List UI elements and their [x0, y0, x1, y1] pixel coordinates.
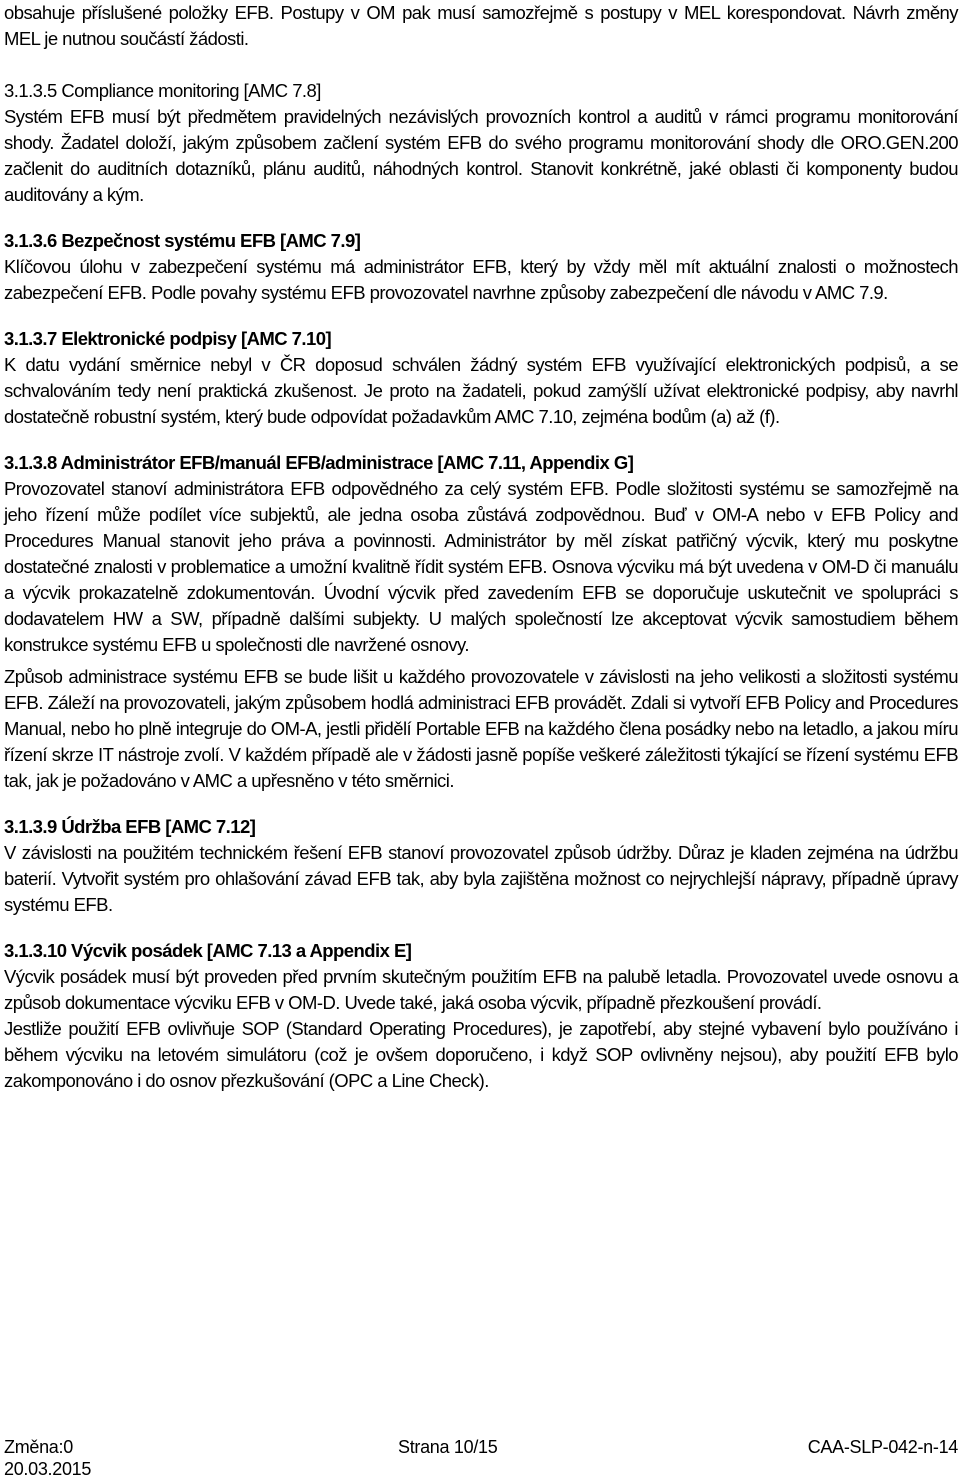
section-paragraph: Klíčovou úlohu v zabezpečení systému má administrátor EFB, který by vždy měl mít aktuální znalosti o možnostech zabezpečení EFB. Podle povahy systému EFB provozovatel navrhne způsoby zabezpečení dle návodu v AMC 7.9.: [4, 256, 958, 303]
section-paragraph: K datu vydání směrnice nebyl v ČR doposud schválen žádný systém EFB využívající elektronických podpisů, a se schvalováním tedy není praktická zkušenost. Je proto na žadateli, pokud zamýšlí užívat elektronické podpisy, aby navrhl dostatečně robustní systém, který bude odpovídat požadavkům AMC 7.10, zejména bodům (a) až (f).: [4, 354, 958, 427]
section-electronic-signatures: [4, 326, 958, 430]
section-heading: 3.1.3.8 Administrátor EFB/manuál EFB/administrace [AMC 7.11, Appendix G]: [4, 452, 634, 473]
footer-date: 20.03.2015: [4, 1459, 92, 1479]
section-efb-administrator: [4, 450, 958, 794]
section-heading: 3.1.3.10 Výcvik posádek [AMC 7.13 a Appendix E]: [4, 940, 412, 961]
section-heading: 3.1.3.5 Compliance monitoring [AMC 7.8]: [4, 80, 321, 101]
footer-change-block: [4, 1436, 91, 1480]
section-paragraph: Jestliže použití EFB ovlivňuje SOP (Standard Operating Procedures), je zapotřebí, aby stejné vybavení bylo používáno i během výcviku na letovém simulátoru (což je ovšem doporučeno, i když SOP ovlivněny nejsou), aby použití EFB bylo zakomponováno i do osnov přezkušování (OPC a Line Check).: [4, 1018, 958, 1091]
page-content: [4, 0, 958, 1094]
section-efb-maintenance: [4, 814, 958, 918]
intro-paragraph: obsahuje příslušené položky EFB. Postupy v OM pak musí samozřejmě s postupy v MEL korespondovat. Návrh změny MEL je nutnou součástí žádosti.: [4, 2, 958, 49]
footer-change: Změna:0: [4, 1437, 73, 1457]
section-paragraph: Systém EFB musí být předmětem pravidelných nezávislých provozních kontrol a auditů v rámci programu monitorování shody. Žadatel doloží, jakým způsobem začlení systém EFB do svého programu monitorování shody dle ORO.GEN.200 začlenit do auditních dotazníků, plánu auditů, náhodných kontrol. Stanovit konkrétně, jaké oblasti či komponenty budou auditovány a kým.: [4, 106, 958, 205]
footer-document-id: CAA-SLP-042-n-14: [807, 1437, 958, 1457]
section-crew-training: [4, 938, 958, 1094]
section-heading: 3.1.3.6 Bezpečnost systému EFB [AMC 7.9]: [4, 230, 361, 251]
footer-page-number: Strana 10/15: [398, 1437, 498, 1457]
section-paragraph: Provozovatel stanoví administrátora EFB odpovědného za celý systém EFB. Podle složitosti systému se samozřejmě na jeho řízení může podílet více subjektů, ale jedna osoba zůstává zodpovědnou. Buď v OM-A nebo v EFB Policy and Procedures Manual stanovit jeho práva a povinnosti. Administrátor by měl získat patřičný výcvik, který mu poskytne dostatečné znalosti v problematice a umožní kvalitně řídit systém EFB. Osnova výcviku má být uvedena v OM-D či manuálu a výcvik prokazatelně zdokumentován. Úvodní výcvik před zavedením EFB se doporučuje uskutečnit ve spolupráci s dodavatelem HW a SW, případně dalšími subjekty. U malých společností lze akceptovat výcvik samostudiem během konstrukce systému EFB u společnosti dle navržené osnovy.: [4, 478, 958, 655]
section-paragraph: Výcvik posádek musí být proveden před prvním skutečným použitím EFB na palubě letadla. Provozovatel uvede osnovu a způsob dokumentace výcviku EFB v OM-D. Uvede také, jaká osoba výcvik, případně přezkoušení provádí.: [4, 966, 958, 1013]
section-paragraph: Způsob administrace systému EFB se bude lišit u každého provozovatele v závislosti na jeho velikosti a složitosti systému EFB. Záleží na provozovateli, jakým způsobem hodlá administraci EFB provádět. Zdali si vytvoří EFB Policy and Procedures Manual, nebo ho plně integruje do OM-A, jestli přidělí Portable EFB na každého člena posádky nebo na letadlo, a jakou míru řízení skrze IT nástroje zvolí. V každém případě ale v žádosti jasně popíše veškeré záležitosti týkající se řízení systému EFB tak, jak je požadováno v AMC a upřesněno v této směrnici.: [4, 666, 958, 791]
section-heading: 3.1.3.9 Údržba EFB [AMC 7.12]: [4, 816, 256, 837]
section-system-security: [4, 228, 958, 306]
section-paragraph: V závislosti na použitém technickém řešení EFB stanoví provozovatel způsob údržby. Důraz je kladen zejména na údržbu baterií. Vytvořit systém pro ohlašování závad EFB tak, aby byla zajištěna možnost co nejrychlejší nápravy, případně úpravy systému EFB.: [4, 842, 958, 915]
section-heading: 3.1.3.7 Elektronické podpisy [AMC 7.10]: [4, 328, 332, 349]
section-compliance-monitoring: [4, 78, 958, 208]
